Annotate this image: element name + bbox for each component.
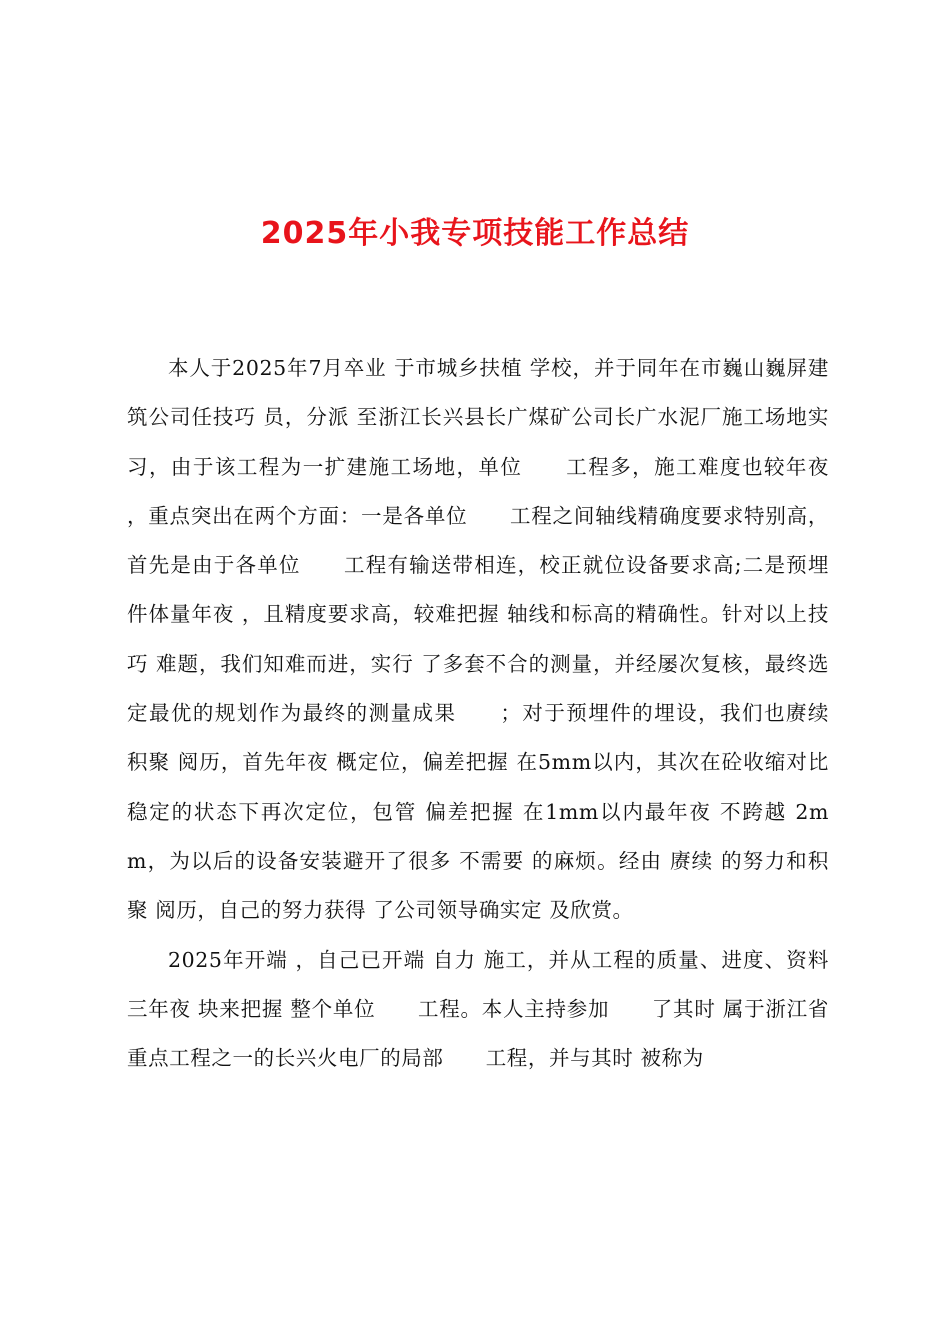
- paragraph-1: 本人于2025年7月卒业 于市城乡扶植 学校，并于同年在市巍山巍屏建筑公司任技巧 员，分派 至浙江长兴县长广煤矿公司长广水泥厂施工场地实习，由于该工程为一扩建施工场地，单位 工程多，施工难度也较年夜 ，重点突出在两个方面：一是各单位 工程之间轴线精确度要求特别高，首先是由于各单位 工程有输送带相连，校正就位设备要求高;二是预埋件体量年夜 ，且精度要求高，较难把握 轴线和标高的精确性。针对以上技巧 难题，我们知难而进，实行 了多套不合的测量，并经屡次复核，最终选定最优的规划作为最终的测量成果 ；对于预埋件的埋设，我们也赓续 积聚 阅历，首先年夜 概定位，偏差把握 在5mm以内，其次在砼收缩对比稳定的状态下再次定位，包管 偏差把握 在1mm以内最年夜 不跨越 2mm，为以后的设备安装避开了很多 不需要 的麻烦。经由 赓续 的努力和积聚 阅历，自己的努力获得 了公司领导确实定 及欣赏。: [127, 356, 829, 923]
- document-title: 2025年小我专项技能工作总结: [260, 216, 690, 251]
- paragraph-2: 2025年开端 ，自己已开端 自力 施工，并从工程的质量、进度、资料三年夜 块来把握 整个单位 工程。本人主持参加 了其时 属于浙江省重点工程之一的长兴火电厂的局部 工程，并与其时 被称为: [127, 947, 829, 1071]
- document-body: [127, 344, 829, 1083]
